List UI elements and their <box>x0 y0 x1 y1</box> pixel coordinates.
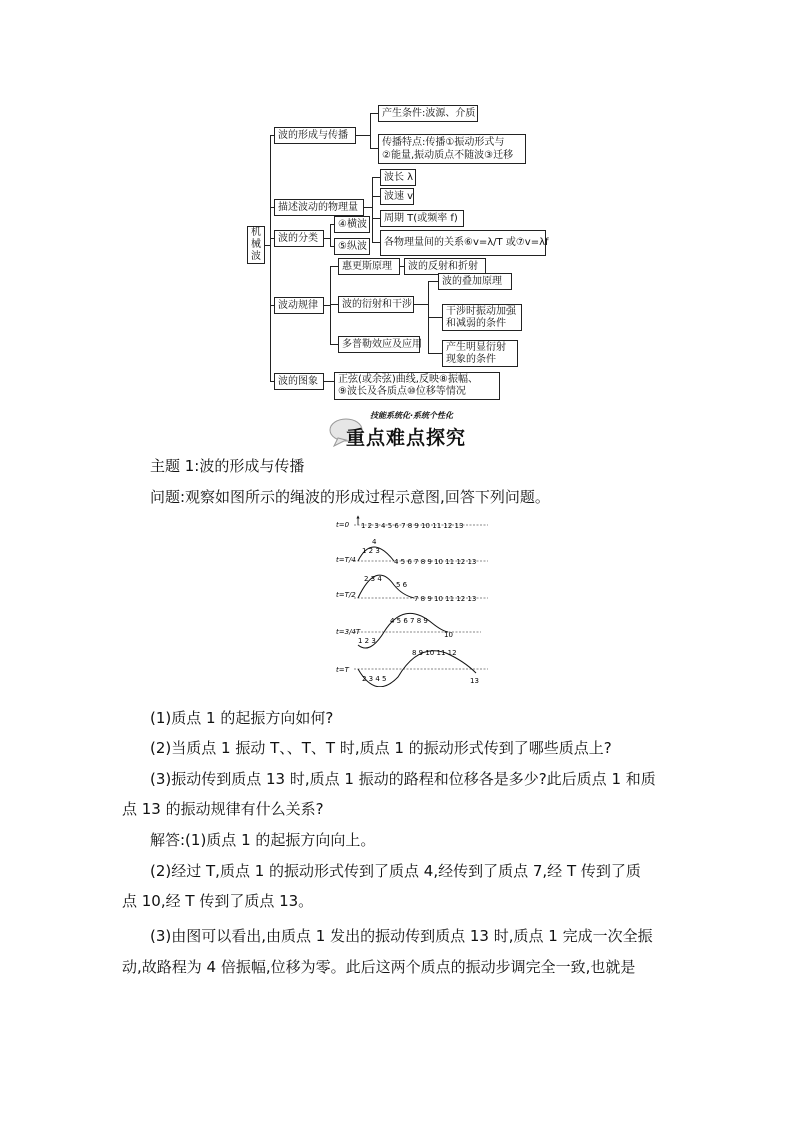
svg-text:8 9 10 11 12: 8 9 10 11 12 <box>412 649 457 657</box>
section-banner <box>328 408 468 448</box>
time-label-t4: t=T <box>336 666 349 674</box>
svg-text:2 3 4 5: 2 3 4 5 <box>362 675 387 683</box>
node-wave-quantities: 描述波动的物理量 <box>274 199 364 216</box>
svg-text:1 2 3: 1 2 3 <box>358 637 376 645</box>
node-transverse: ④横波 <box>334 216 370 233</box>
svg-text:5 6: 5 6 <box>396 581 408 589</box>
node-diffraction-condition: 产生明显衍射 现象的条件 <box>442 340 518 367</box>
svg-text:13: 13 <box>470 677 479 685</box>
svg-text:1 2 3 4 5 6 7 8 9 10 11 12 13: 1 2 3 4 5 6 7 8 9 10 11 12 13 <box>361 522 464 530</box>
node-period: 周期 T(或频率 f) <box>380 210 464 227</box>
node-graph-detail: 正弦(或余弦)曲线,反映⑧振幅、 ⑨波长及各质点⑩位移等情况 <box>334 372 500 400</box>
banner-subtitle: 技能系统化·系统个性化 <box>370 411 454 420</box>
svg-text:4 5 6 7 8 9 10 11 12 13: 4 5 6 7 8 9 10 11 12 13 <box>394 558 477 566</box>
node-diffraction-interference: 波的衍射和干涉 <box>338 296 414 313</box>
node-wavelength: 波长 λ <box>380 169 416 186</box>
node-superposition: 波的叠加原理 <box>438 273 512 290</box>
question-1: (1)质点 1 的起振方向如何? <box>150 709 334 727</box>
time-label-t2: t=T/2 <box>336 591 356 599</box>
topic-heading: 主题 1:波的形成与传播 <box>150 457 305 475</box>
node-wave-graph: 波的图象 <box>274 373 324 390</box>
question-intro: 问题:观察如图所示的绳波的形成过程示意图,回答下列问题。 <box>150 488 550 506</box>
node-wave-types: 波的分类 <box>274 230 324 247</box>
answer-3-line1: (3)由图可以看出,由质点 1 发出的振动传到质点 13 时,质点 1 完成一次全振 <box>150 927 653 945</box>
time-label-t3: t=3/4T <box>336 628 361 636</box>
node-wave-laws: 波动规律 <box>274 297 324 314</box>
node-longitudinal: ⑤纵波 <box>334 238 370 255</box>
node-production-condition: 产生条件:波源、介质 <box>378 105 478 122</box>
banner-title: 重点难点探究 <box>346 427 467 449</box>
node-wave-formation: 波的形成与传播 <box>274 127 356 144</box>
svg-text:2 3 4: 2 3 4 <box>364 575 382 583</box>
svg-text:1 2 3: 1 2 3 <box>362 547 380 555</box>
node-wave-speed: 波速 v <box>380 188 414 205</box>
answer-1: 解答:(1)质点 1 的起振方向向上。 <box>150 831 376 849</box>
node-doppler: 多普勒效应及应用 <box>338 336 420 353</box>
question-3-line1: (3)振动传到质点 13 时,质点 1 振动的路程和位移各是多少?此后质点 1 和质 <box>150 770 656 788</box>
rope-wave-figure <box>336 515 492 687</box>
time-label-t1: t=T/4 <box>336 556 356 564</box>
svg-text:4 5 6 7 8 9: 4 5 6 7 8 9 <box>390 617 428 625</box>
svg-text:7 8 9 10 11 12 13: 7 8 9 10 11 12 13 <box>414 595 477 603</box>
question-2: (2)当质点 1 振动 T、、T、T 时,质点 1 的振动形式传到了哪些质点上? <box>150 739 612 757</box>
node-propagation-feature: 传播特点:传播①振动形式与 ②能量,振动质点不随波③迁移 <box>378 134 526 164</box>
answer-2-line1: (2)经过 T,质点 1 的振动形式传到了质点 4,经传到了质点 7,经 T 传到了质 <box>150 862 641 880</box>
time-label-t0: t=0 <box>336 521 350 529</box>
node-relation: 各物理量间的关系⑥v=λ/T 或⑦v=λf <box>380 230 546 256</box>
node-interference-condition: 干涉时振动加强 和减弱的条件 <box>442 304 522 331</box>
answer-3-line2: 动,故路程为 4 倍振幅,位移为零。此后这两个质点的振动步调完全一致,也就是 <box>122 958 636 976</box>
answer-2-line2: 点 10,经 T 传到了质点 13。 <box>122 892 314 910</box>
node-huygens: 惠更斯原理 <box>338 258 400 275</box>
svg-text:4: 4 <box>372 538 377 546</box>
root-node: 机械波 <box>247 226 265 264</box>
svg-text:10: 10 <box>444 631 453 639</box>
question-3-line2: 点 13 的振动规律有什么关系? <box>122 800 324 818</box>
node-reflection-refraction: 波的反射和折射 <box>404 258 486 275</box>
